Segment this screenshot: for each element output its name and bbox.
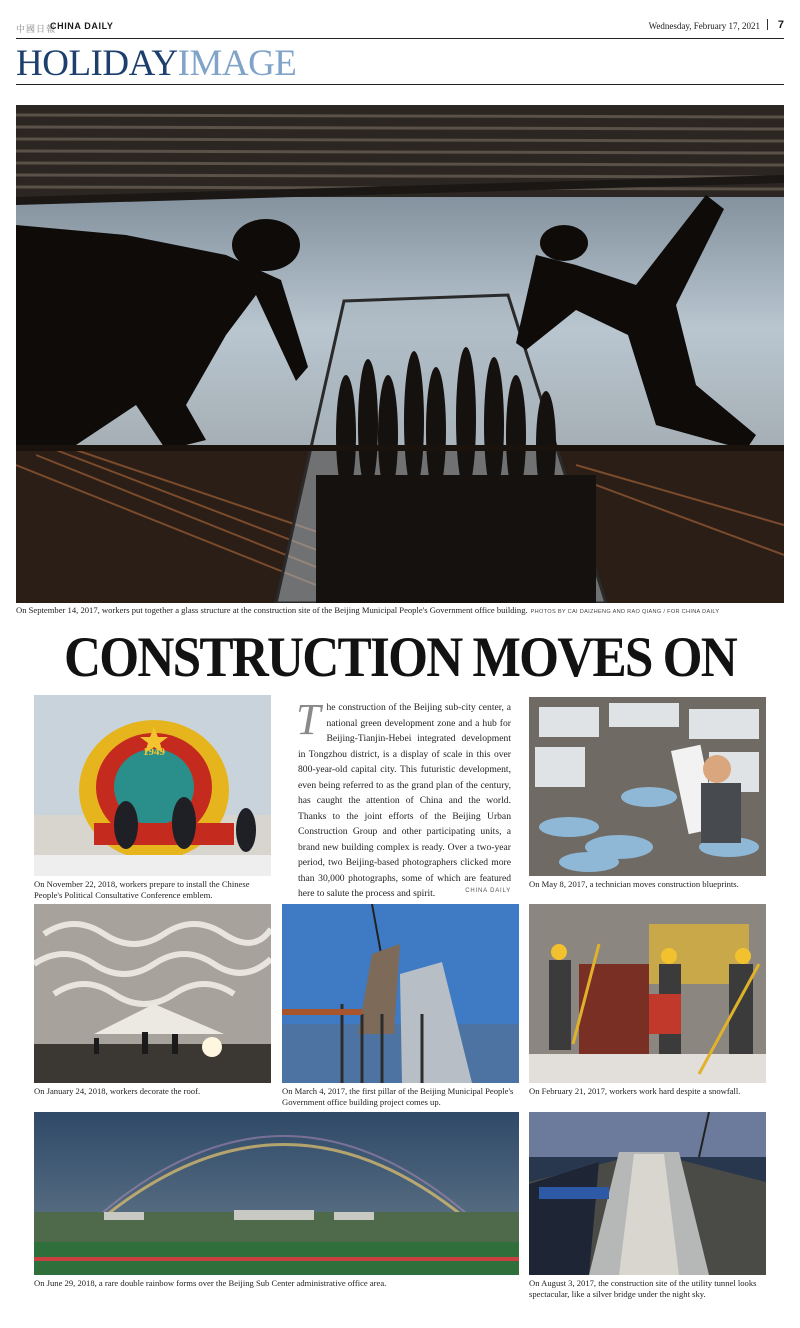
headline: CONSTRUCTION MOVES ON	[64, 626, 736, 689]
emblem-photo	[34, 695, 271, 876]
emblem-caption: On November 22, 2018, workers prepare to install the Chinese People's Political Consultative Conference emblem.	[34, 879, 250, 900]
section-title-word2: IMAGE	[177, 43, 297, 84]
tunnel-caption: On August 3, 2017, the construction site of the utility tunnel looks spectacular, like a silver bridge under the night sky.	[529, 1278, 757, 1299]
issue-date: Wednesday, February 17, 2021	[648, 21, 760, 31]
rainbow-photo	[34, 1112, 519, 1275]
story-source: CHINA DAILY	[465, 888, 511, 894]
story-dropcap: T	[296, 695, 321, 744]
roof-photo	[34, 904, 271, 1083]
pillar-photo	[282, 904, 519, 1083]
emblem-year: 1949	[143, 746, 165, 758]
hero-caption	[16, 605, 784, 618]
snowfall-photo	[529, 904, 766, 1083]
page-number: 7	[777, 19, 784, 31]
pillar-caption: On March 4, 2017, the first pillar of the Beijing Municipal People's Government office building project comes up.	[282, 1086, 514, 1107]
snowfall-caption: On February 21, 2017, workers work hard despite a snowfall.	[529, 1086, 741, 1096]
blueprints-photo	[529, 697, 766, 876]
photo-credit: PHOTOS BY CAI DAIZHENG AND RAO QIANG / FOR CHINA DAILY	[530, 609, 720, 615]
section-title	[16, 44, 296, 84]
masthead-divider	[767, 19, 768, 30]
story-text: he construction of the Beijing sub-city center, a national green development zone and a hub for Beijing-Tianjin-Hebei integrated development in Tongzhou district, is a display of scale in this over 800-year-old capital city. This futuristic development, even being referred to as the grand plan of the century, has caught the attention of China and the world. Thanks to the joint efforts of the Beijing Urban Construction Group and other participating units, a brand new building complex is ready. Over a two-year period, two Beijing-based photographers clicked more than 30,000 photographs, some of which are featured here to salute the process and spirit.	[298, 702, 511, 899]
blueprints-caption: On May 8, 2017, a technician moves construction blueprints.	[529, 879, 739, 889]
china-daily-logo-mark: 中國日報	[16, 25, 57, 35]
tunnel-photo	[529, 1112, 766, 1275]
paper-name: CHINA DAILY	[50, 21, 114, 31]
hero-photo	[16, 105, 784, 603]
section-title-word1: HOLIDAY	[16, 43, 178, 84]
hero-caption-text: On September 14, 2017, workers put together a glass structure at the construction site of the Beijing Municipal People's Government office building.	[16, 605, 528, 615]
top-rule	[16, 38, 784, 39]
section-rule	[16, 84, 784, 85]
story-body	[296, 695, 511, 902]
roof-caption: On January 24, 2018, workers decorate the roof.	[34, 1086, 201, 1096]
masthead	[16, 18, 784, 38]
rainbow-caption: On June 29, 2018, a rare double rainbow forms over the Beijing Sub Center administrative office area.	[34, 1278, 387, 1288]
